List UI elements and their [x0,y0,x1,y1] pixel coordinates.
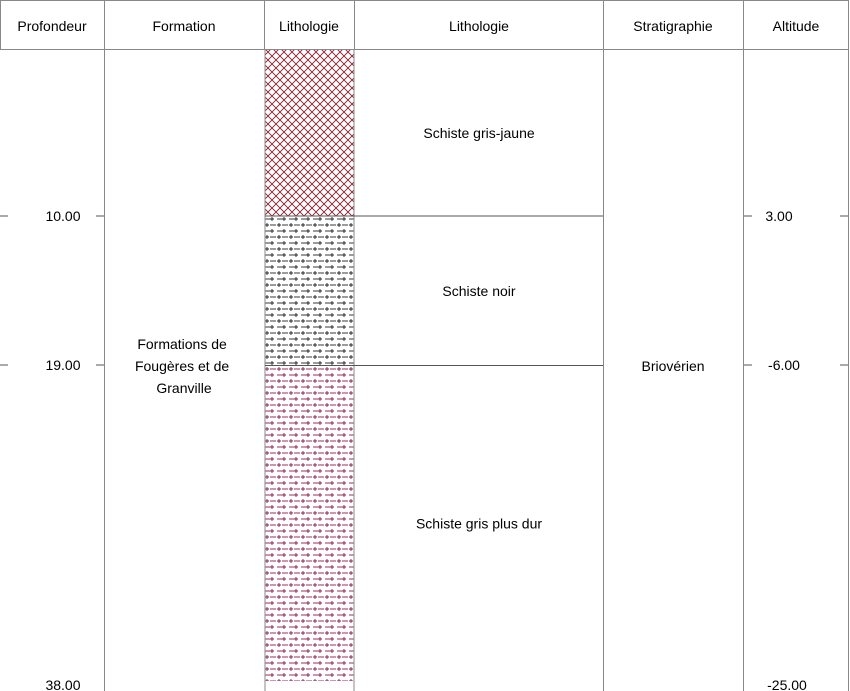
layer-description: Schiste noir [442,282,516,299]
altitude-axis [744,208,849,691]
lithology-layer-3 [265,366,354,682]
depth-axis [0,208,104,691]
lithology-layer-1 [265,50,354,216]
altitude-tick-label: -25.00 [767,677,807,691]
header-stratigraphy: Stratigraphie [633,18,713,34]
header-altitude: Altitude [772,18,820,34]
header-lithology-description: Lithologie [449,18,509,34]
altitude-tick-label: 3.00 [765,208,793,224]
lithology-layer-2 [265,216,354,365]
header-lithology-pattern: Lithologie [279,18,339,34]
layer-description: Schiste gris plus dur [415,515,543,532]
header-frame [1,1,849,50]
formation-label: Formations de Fougères et de Granville [134,336,230,396]
stratigraphy-label: Briovérien [641,358,705,374]
header-depth: Profondeur [17,18,87,34]
depth-tick-label: 19.00 [45,357,81,373]
altitude-tick-label: -6.00 [768,357,800,373]
layer-description: Schiste gris-jaune [423,125,535,142]
header-formation: Formation [152,18,216,34]
depth-tick-label: 38.00 [45,677,81,691]
depth-tick-label: 10.00 [45,208,81,224]
lithology-pattern-column [265,50,354,691]
